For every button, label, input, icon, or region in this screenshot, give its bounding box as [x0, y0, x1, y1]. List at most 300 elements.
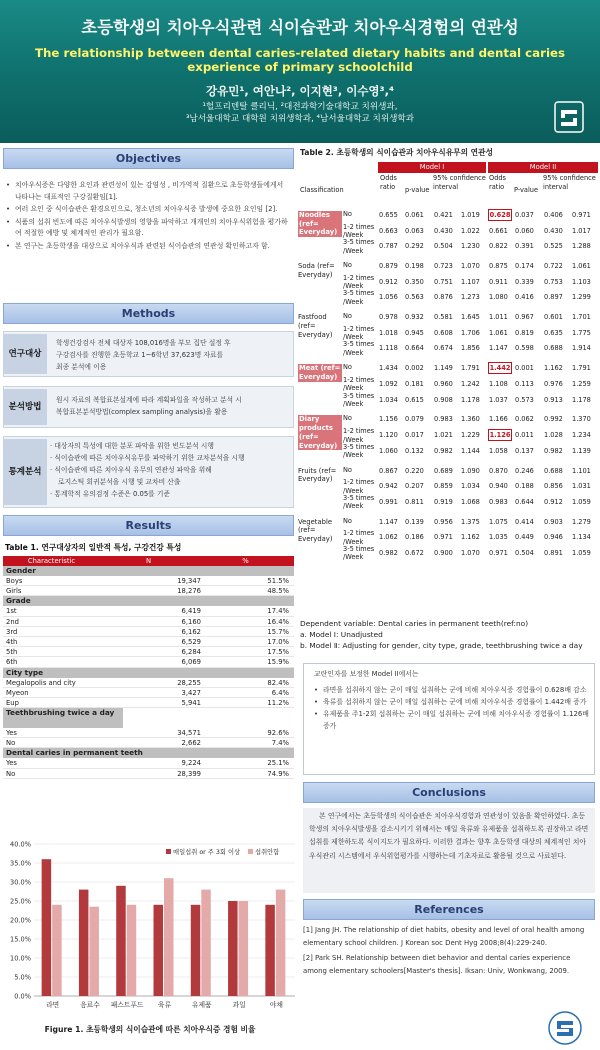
table2-value: 0.940	[489, 482, 508, 491]
table2-value: 1.061	[572, 262, 591, 271]
table2-value: 0.207	[405, 482, 424, 491]
table2-value: 0.900	[434, 548, 453, 557]
bar-none	[276, 890, 286, 996]
table2-value: 1.856	[461, 344, 480, 353]
table-cell: 15.7%	[267, 627, 289, 636]
text-line: · 식이습관에 따른 치아우식 유무의 연관성 파악을 위해	[50, 466, 212, 474]
table-row	[3, 769, 294, 779]
table2-value: 0.722	[544, 262, 563, 271]
table2-frequency: 1-2 times /Week	[343, 478, 375, 495]
table-cell: 15.9%	[267, 658, 289, 667]
table2-value: 0.079	[405, 415, 424, 424]
table2-value: 0.982	[379, 548, 398, 557]
list-item: • 육류를 섭취하지 않는 군이 매일 섭취하는 군에 비해 치아우식증 경험률이 1.442배 증가	[314, 696, 589, 708]
table1	[3, 556, 294, 779]
methods-subject-text	[56, 337, 292, 373]
table-cell: 28,255	[177, 678, 201, 687]
table2-frequency: No	[343, 312, 352, 321]
table-cell: 3,427	[181, 688, 201, 697]
table2-value: 1.056	[379, 293, 398, 302]
ci-header-1: 95% confidence interval	[433, 174, 486, 191]
footnote: b. Model Ⅱ: Adjusting for gender, city type, grade, teethbrushing twice a day	[300, 641, 583, 650]
list-item: • 치아우식증은 다양한 요인과 관련성이 있는 감염성 , 비가역적 질환으로 초등학생들에게서 나타나는 대표적인 구강질환임[1].	[6, 180, 292, 203]
table1-header	[3, 556, 294, 566]
bar-none	[239, 901, 249, 996]
or-header-2: Odds ratio	[489, 174, 506, 191]
table-cell: 34,571	[177, 729, 201, 738]
x-tick-label: 유제품	[191, 1001, 212, 1009]
figure1-caption: Figure 1. 초등학생의 식이습관에 따른 치아우식증 경험 비율	[44, 1025, 256, 1034]
university-logo-icon	[547, 1010, 583, 1046]
table2-value: 0.430	[434, 226, 453, 235]
text-line: 로지스틱 회귀분석을 시행 및 교차비 산출	[58, 478, 181, 486]
bar-none	[164, 878, 174, 996]
table2-value: 0.912	[379, 277, 398, 286]
table-cell: 18,276	[177, 587, 201, 596]
table2-value: 1.035	[489, 533, 508, 542]
bar-none	[52, 905, 62, 996]
table2-value: 1.070	[461, 262, 480, 271]
table-cell: 17.0%	[267, 637, 289, 646]
table2-frequency: 3-5 times /Week	[343, 238, 375, 255]
table2-value: 0.615	[405, 395, 424, 404]
table-cell: 48.5%	[267, 587, 289, 596]
model2-list	[314, 684, 589, 732]
table-cell: 51.5%	[267, 577, 289, 585]
table1-group-header: City type	[3, 668, 294, 678]
table2-value: 0.903	[544, 517, 563, 526]
table-cell: Girls	[6, 587, 22, 596]
list-item: • 식품의 섭취 빈도에 따른 치아우식발생의 영향을 파악하고 개개인의 치아우식위험을 평가하여 적절한 예방 및 체계적인 관리가 필요함.	[6, 217, 292, 240]
table2-value: 0.908	[434, 395, 453, 404]
references-list	[303, 924, 595, 980]
table2-value: 1.701	[572, 313, 591, 322]
x-tick-label: 야채	[269, 1001, 283, 1009]
table2-value: 1.080	[489, 293, 508, 302]
table2-value: 1.059	[572, 548, 591, 557]
table2-value: 0.060	[515, 226, 534, 235]
text-line: · 식이습관에 따른 치아우식유무를 파악하기 위한 교차분석을 시행	[50, 454, 245, 462]
table2-value: 1.144	[461, 446, 480, 455]
bar-daily	[191, 905, 201, 996]
table2-value: 0.137	[515, 446, 534, 455]
table2-value: 0.822	[489, 242, 508, 251]
conclusions-text: 본 연구에서는 초등학생의 식이습관은 치아우식경험과 연관성이 있음을 확인하였다. 초등학생의 치아우식발생을 감소시키기 위해서는 매일 육류와 유제품을 섭취하도록 권장하고 라면 섭취를 제한하도록 식이지도가 필요하다. 이러한 결과는 향후 초등학생 대상의 체계적인 치아우식관리 시스템에서 우식위험평가를 시행하는데 기초자료로 활용될 것으로 사료된다.	[303, 808, 595, 893]
table2-value: 0.002	[405, 364, 424, 373]
table-cell: Boys	[6, 577, 23, 585]
table2-frequency: No	[343, 465, 352, 474]
table2-variable-label: Fastfood (ref= Everyday)	[298, 313, 333, 339]
table2-value: 0.982	[434, 446, 453, 455]
table2-value: 0.976	[544, 379, 563, 388]
table2-value: 1.162	[544, 364, 563, 373]
table2-value: 0.811	[405, 497, 424, 506]
table2-value: 1.149	[434, 364, 453, 373]
table2-value: 1.062	[379, 533, 398, 542]
model1-header: Model I	[378, 162, 486, 173]
table2-value: 0.663	[379, 226, 398, 235]
y-tick-label: 20.0%	[10, 916, 31, 925]
legend-swatch	[248, 849, 253, 854]
table2-variable-label: Diary products (ref= Everyday)	[298, 415, 342, 450]
table2-value: 1.101	[572, 466, 591, 475]
table2-value: 1.031	[572, 482, 591, 491]
model2-intro: 교란인자를 보정한 Model II에서는	[314, 670, 419, 678]
y-tick-label: 25.0%	[10, 897, 31, 906]
table-cell: No	[6, 739, 16, 748]
table2-value: 0.751	[434, 277, 453, 286]
list-item: • 여러 요인 중 식이습관은 환경요인으로, 청소년의 치아우식증 발생에 중요한 요인임 [2].	[6, 204, 292, 216]
bar-daily	[265, 905, 275, 996]
table-cell: 28,399	[177, 769, 201, 778]
methods-stats-text	[50, 440, 294, 500]
table2-value: 0.339	[515, 277, 534, 286]
table2-frequency: 3-5 times /Week	[343, 289, 375, 306]
text-line: · 통계학적 유의검정 수준은 0.05를 기준	[50, 490, 171, 498]
affiliations	[0, 101, 600, 125]
table2-value: 0.689	[434, 466, 453, 475]
table-cell: 82.4%	[267, 678, 289, 687]
table-cell: 6,419	[181, 607, 201, 616]
table2-value: 1.103	[572, 277, 591, 286]
table2-value: 0.983	[489, 497, 508, 506]
table-cell: 6,160	[181, 617, 201, 626]
table2-value: 0.982	[544, 446, 563, 455]
model2-summary-box	[303, 663, 595, 775]
bar-none	[127, 905, 137, 996]
table-cell: 3rd	[6, 627, 18, 636]
poster-header	[0, 0, 600, 143]
x-tick-label: 과일	[232, 1001, 246, 1009]
list-item: • 라면을 섭취하지 않는 군이 매일 섭취하는 군에 비해 치아우식증 경험률이 0.628배 감소	[314, 684, 589, 696]
table2-value: 0.292	[405, 242, 424, 251]
table-cell: 6th	[6, 658, 18, 667]
table2-value: 1.108	[489, 379, 508, 388]
table2-value: 0.037	[515, 211, 534, 219]
p-header-1: p-value	[405, 186, 430, 194]
table2-value: 0.983	[434, 415, 453, 424]
table2-value: 1.017	[572, 226, 591, 235]
table2-variable-label: Meat (ref= Everyday)	[299, 364, 341, 381]
bar-daily	[116, 886, 126, 996]
table-row	[3, 627, 294, 637]
table2-value: 1.178	[461, 395, 480, 404]
table2-value: 1.068	[461, 497, 480, 506]
table2-frequency: 1-2 times /Week	[343, 273, 375, 291]
text-line: 구강검사를 진행한 초등학교 1~6학년 37,623명 자료를	[56, 351, 224, 359]
table2-value: 0.563	[405, 293, 424, 302]
table2-value: 0.449	[515, 533, 534, 542]
table2-value: 0.139	[405, 517, 424, 526]
footnote: a. Model Ⅰ: Unadjusted	[300, 630, 383, 639]
table2-frequency: 3-5 times /Week	[343, 493, 375, 511]
table2-variable-label: Vegetable (ref= Everyday)	[298, 517, 333, 543]
table-cell: 19,347	[177, 577, 201, 585]
table2-value: 1.018	[379, 328, 398, 337]
table2-value: 1.011	[489, 313, 508, 322]
table-row	[3, 698, 294, 708]
table-cell: Yes	[6, 729, 17, 738]
affiliation-line-1: ¹헐프리덴탈 클리닉, ²대전과학기술대학교 치위생과,	[202, 102, 398, 112]
table-cell: 6,162	[181, 627, 201, 636]
table2-frequency: No	[343, 261, 352, 270]
table2-footnotes	[300, 618, 598, 651]
column-header: Characteristic	[27, 557, 76, 565]
table2-value: 1.162	[461, 533, 480, 542]
table2-value: 0.971	[572, 211, 591, 219]
table2-value: 1.147	[489, 344, 508, 353]
bar-daily	[228, 901, 238, 996]
table2-value: 0.723	[434, 262, 453, 271]
x-tick-label: 육류	[157, 1001, 172, 1009]
p-header-2: P-value	[514, 186, 539, 194]
text-line: 복합표본분석방법(complex sampling analysis)을 활용	[56, 408, 228, 416]
table-row	[3, 617, 294, 627]
table2-value: 0.628	[489, 211, 511, 219]
table2-value: 0.867	[379, 466, 398, 475]
table2-value: 0.978	[379, 313, 398, 322]
table2-value: 0.819	[515, 328, 534, 337]
table2-value: 0.186	[405, 533, 424, 542]
table2-value: 1.118	[379, 344, 398, 353]
table2-value: 0.661	[489, 226, 508, 235]
table-cell: Eup	[6, 698, 19, 707]
bar-daily	[154, 905, 164, 996]
table2-frequency: 1-2 times /Week	[343, 222, 375, 240]
table2-value: 0.674	[434, 344, 453, 353]
reference-item: [1] Jang JH. The relationship of diet habits, obesity and level of oral health among elementary school children. J Korean soc Dent Hyg 2008;8(4):229-240.	[303, 926, 585, 947]
table2-value: 0.416	[515, 293, 534, 302]
table2-variable-label: Soda (ref= Everyday)	[298, 262, 335, 279]
list-item: • 본 연구는 초등학생을 대상으로 치아우식과 관련된 식이습관의 연관성 확인하고자 함.	[6, 241, 292, 253]
table2-frequency: No	[343, 210, 352, 218]
table-row	[3, 647, 294, 657]
table2-value: 0.573	[515, 395, 534, 404]
table2-value: 0.787	[379, 242, 398, 251]
table2	[298, 162, 598, 612]
methods-stats-label: 통계분석	[3, 439, 47, 505]
table2-value: 1.242	[461, 379, 480, 388]
table2-value: 0.414	[515, 517, 534, 526]
y-tick-label: 15.0%	[10, 935, 31, 944]
table2-value: 0.859	[434, 482, 453, 491]
table2-frequency: 1-2 times /Week	[343, 375, 375, 393]
table2-value: 0.753	[544, 277, 563, 286]
table2-value: 0.956	[434, 517, 453, 526]
table1-group-header: Gender	[3, 566, 294, 576]
x-tick-label: 음료수	[80, 1001, 100, 1009]
table-row	[3, 606, 294, 616]
table2-value: 1.706	[461, 328, 480, 337]
table2-value: 0.181	[405, 379, 424, 388]
table2-value: 1.259	[572, 379, 591, 388]
table2-value: 0.174	[515, 262, 534, 271]
methods-heading: Methods	[3, 303, 294, 324]
table2-value: 1.288	[572, 242, 591, 251]
table2-value: 1.360	[461, 415, 480, 424]
table2-value: 1.791	[461, 364, 480, 373]
footnote: Dependent variable: Dental caries in permanent teeth(ref:no)	[300, 619, 529, 628]
y-tick-label: 30.0%	[10, 878, 31, 887]
table2-value: 0.391	[515, 242, 534, 251]
title-english: The relationship between dental caries-related dietary habits and dental caries experience of primary schoolchild	[34, 46, 566, 74]
table2-value: 0.688	[544, 466, 563, 475]
methods-analysis-text	[56, 394, 292, 418]
references-heading: References	[303, 899, 595, 920]
y-tick-label: 40.0%	[10, 840, 31, 849]
table2-value: 1.230	[461, 242, 480, 251]
table-cell: 5th	[6, 648, 18, 657]
table2-value: 0.504	[434, 242, 453, 251]
table2-value: 1.370	[572, 415, 591, 424]
table2-value: 0.971	[434, 533, 453, 542]
table1-group-header: Grade	[3, 596, 294, 606]
table2-value: 0.581	[434, 313, 453, 322]
table2-value: 0.062	[515, 415, 534, 424]
table2-frequency: No	[343, 363, 352, 372]
table2-value: 0.870	[489, 466, 508, 475]
bar-daily	[42, 859, 52, 996]
table2-value: 1.060	[379, 446, 398, 455]
table2-value: 1.156	[379, 415, 398, 424]
y-tick-label: 5.0%	[14, 973, 31, 982]
table2-value: 0.198	[405, 262, 424, 271]
table2-frequency: 3-5 times /Week	[343, 544, 375, 562]
table2-value: 0.132	[405, 446, 424, 455]
table2-value: 1.178	[572, 395, 591, 404]
table2-value: 1.120	[379, 431, 398, 439]
model2-header: Model II	[488, 162, 598, 173]
table2-value: 0.644	[515, 497, 534, 506]
table2-value: 0.655	[379, 211, 398, 219]
table1-body	[3, 566, 294, 779]
table2-caption: Table 2. 초등학생의 식이습관과 치아우식유무의 연관성	[300, 148, 493, 157]
table2-value: 1.139	[572, 446, 591, 455]
table-row	[3, 688, 294, 698]
table2-value: 0.188	[515, 482, 534, 491]
table-cell: 16.4%	[267, 617, 289, 626]
table2-value: 0.912	[544, 497, 563, 506]
conclusions-heading: Conclusions	[303, 782, 595, 803]
table-row	[3, 758, 294, 768]
table-cell: Yes	[6, 759, 17, 768]
x-tick-label: 패스트푸드	[110, 1001, 144, 1009]
table2-value: 1.034	[461, 482, 480, 491]
methods-analysis-label: 분석방법	[3, 389, 47, 425]
table1-caption: Table 1. 연구대상자의 일반적 특성, 구강건강 특성	[5, 543, 182, 552]
table2-value: 0.063	[405, 226, 424, 235]
table2-value: 0.664	[405, 344, 424, 353]
table2-value: 0.875	[489, 262, 508, 271]
table2-value: 1.273	[461, 293, 480, 302]
table2-value: 0.932	[405, 313, 424, 322]
table-row	[3, 586, 294, 596]
table2-value: 1.134	[572, 533, 591, 542]
legend-label: 섭취안함	[255, 849, 280, 856]
table2-value: 0.598	[515, 344, 534, 353]
table2-value: 0.856	[544, 482, 563, 491]
table-cell: 2nd	[6, 617, 19, 626]
table2-value: 1.019	[461, 211, 480, 219]
table1-group-header: Teethbrushing twice a day	[3, 708, 123, 728]
bar-none	[89, 907, 99, 996]
table-cell: 6,284	[181, 648, 201, 657]
table2-value: 0.061	[405, 211, 424, 219]
table2-value: 0.001	[515, 364, 534, 373]
table-cell: 6,069	[181, 658, 201, 667]
table-cell: Myeon	[6, 688, 29, 697]
table2-value: 1.442	[489, 364, 511, 373]
table-row	[3, 728, 294, 738]
table2-value: 0.635	[544, 328, 563, 337]
table-row	[3, 657, 294, 667]
table2-frequency: 1-2 times /Week	[343, 529, 375, 546]
table2-value: 0.971	[489, 548, 508, 557]
table-cell: 7.4%	[271, 739, 289, 748]
table-cell: 74.9%	[267, 769, 289, 778]
table2-value: 1.058	[489, 446, 508, 455]
table2-value: 0.967	[515, 313, 534, 322]
table2-value: 0.897	[544, 293, 563, 302]
table2-value: 0.350	[405, 277, 424, 286]
table-cell: 11.2%	[267, 698, 289, 707]
y-tick-label: 10.0%	[10, 954, 31, 963]
table2-value: 1.022	[461, 226, 480, 235]
table-cell: 9,224	[181, 759, 201, 768]
table2-value: 1.061	[489, 328, 508, 337]
table2-value: 0.945	[405, 328, 424, 337]
classification-header: Classification	[300, 186, 344, 194]
text-line: 최종 분석에 이용	[56, 363, 107, 371]
table2-frequency: No	[343, 516, 352, 525]
table2-value: 1.090	[461, 466, 480, 475]
table-row	[3, 637, 294, 647]
table-cell: 25.1%	[267, 759, 289, 768]
table2-value: 0.960	[434, 379, 453, 388]
table-cell: 2,662	[181, 739, 201, 748]
table2-frequency: 3-5 times /Week	[343, 391, 375, 408]
university-logo-icon	[553, 100, 585, 134]
text-line: 학생건강검사 전체 대상자 108,016명을 부모 집단 설정 후	[56, 339, 231, 347]
table2-value: 1.279	[572, 517, 591, 526]
table2-frequency: 1-2 times /Week	[343, 324, 375, 342]
table2-value: 0.672	[405, 548, 424, 557]
table2-value: 0.879	[379, 262, 398, 271]
table2-value: 1.166	[489, 415, 508, 424]
table2-value: 0.688	[544, 344, 563, 353]
table2-value: 1.028	[544, 431, 563, 439]
table2-variable-label: Noodles (ref= Everyday)	[298, 211, 342, 237]
table2-value: 0.430	[544, 226, 563, 235]
table2-value: 0.011	[515, 431, 534, 439]
table2-value: 0.919	[434, 497, 453, 506]
affiliation-line-2: ³남서울대학교 대학원 치위생학과, ⁴남서울대학교 치위생학과	[185, 114, 415, 124]
reference-item: [2] Park SH. Relationship between diet behavior and dental caries experience among elementary schoolers[Master's thesis]. Iksan: Univ, Wonkwang, 2009.	[303, 954, 571, 975]
table2-value: 0.911	[489, 277, 508, 286]
text-line: · 대상자의 특성에 대한 분포 파악을 위한 빈도분석 시행	[50, 442, 214, 450]
table2-value: 0.942	[379, 482, 398, 491]
table2-value: 0.504	[515, 548, 534, 557]
bar-none	[201, 890, 211, 996]
authors: 강유민¹, 여안나², 이지현³, 이수영³,⁴	[206, 84, 394, 98]
table2-value: 0.017	[405, 431, 424, 439]
text-line: 원시 자료의 복합표본설계에 따라 계획파일을 작성하고 분석 시	[56, 396, 242, 404]
table2-value: 1.059	[572, 497, 591, 506]
table2-value: 1.645	[461, 313, 480, 322]
table2-value: 1.075	[489, 517, 508, 526]
table-row	[3, 576, 294, 586]
table-cell: 5,941	[181, 698, 201, 707]
